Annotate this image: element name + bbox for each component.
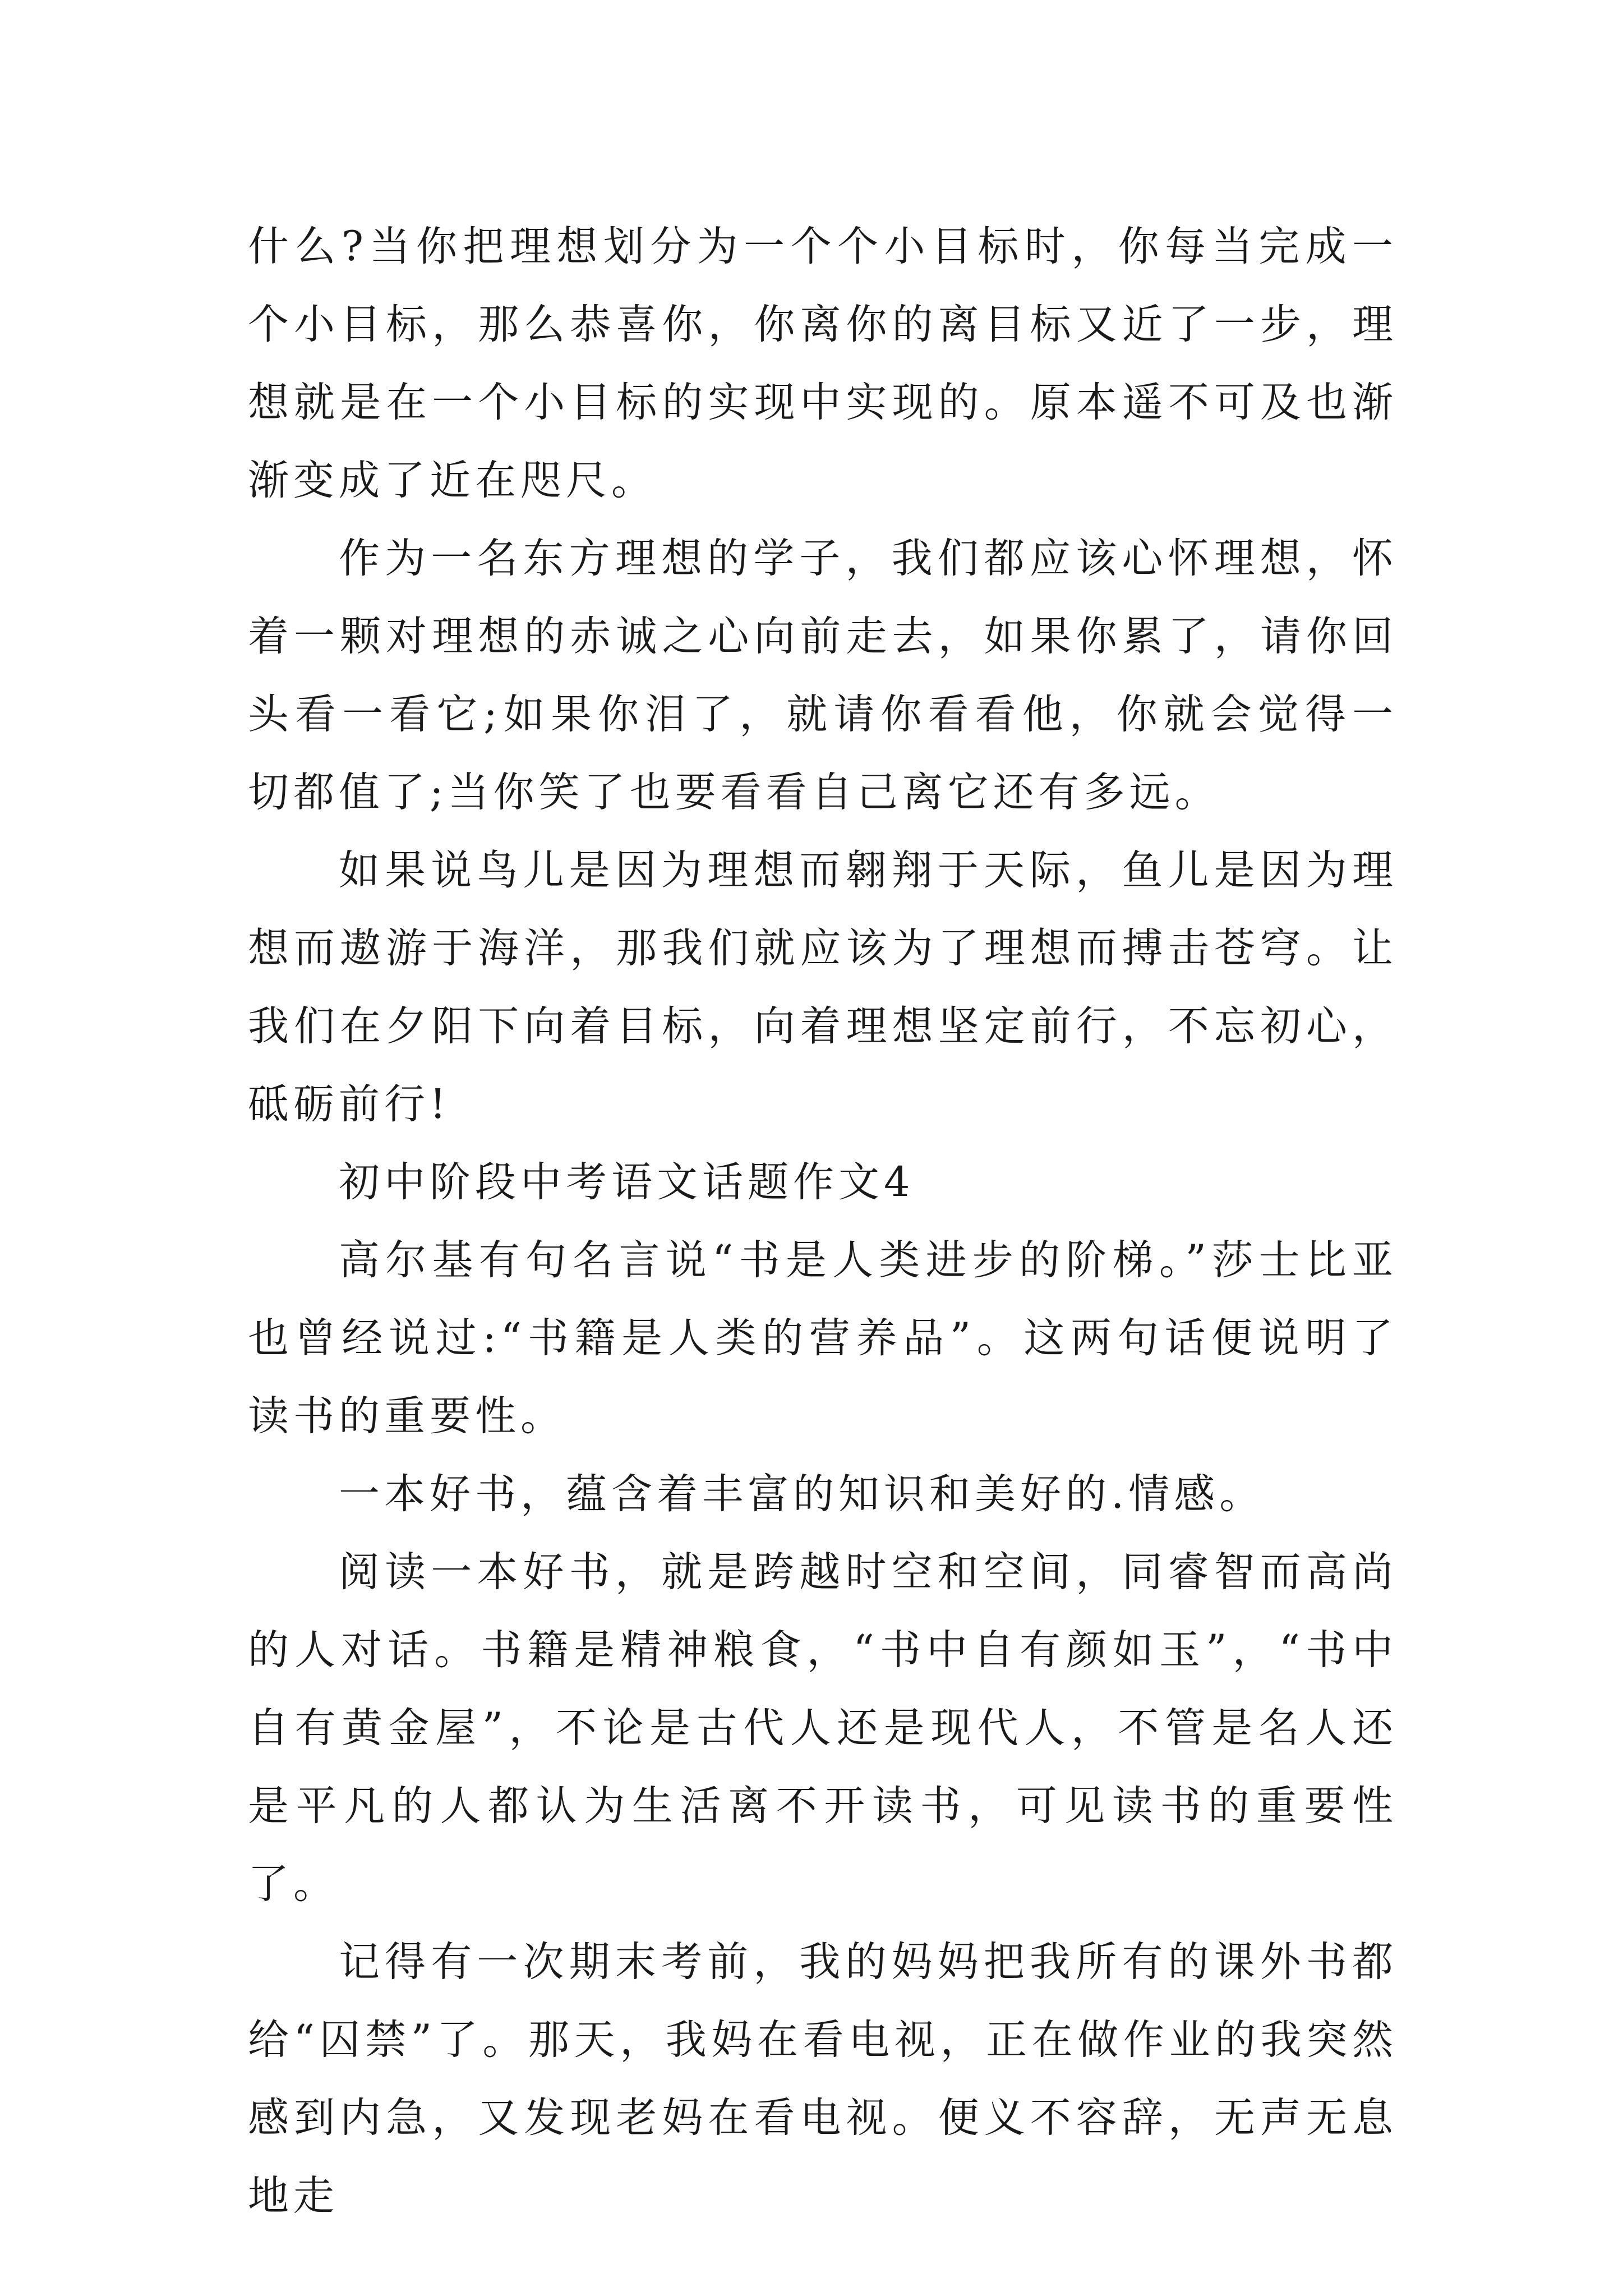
paragraph: 作为一名东方理想的学子，我们都应该心怀理想，怀着一颗对理想的赤诚之心向前走去，如果你累了，请你回头看一看它;如果你泪了，就请你看看他，你就会觉得一切都值了;当你笑了也要看看自己离它还有多远。 — [248, 535, 1398, 816]
paragraph: 一本好书，蕴含着丰富的知识和美好的.情感。 — [339, 1470, 1265, 1518]
paragraph: 记得有一次期末考前，我的妈妈把我所有的课外书都给“囚禁”了。那天，我妈在看电视，正在做作业的我突然感到内急，又发现老妈在看电视。便义不容辞，无声无息地走 — [248, 1938, 1398, 2220]
paragraph: 如果说鸟儿是因为理想而翱翔于天际，鱼儿是因为理想而遨游于海洋，那我们就应该为了理想而搏击苍穹。让我们在夕阳下向着目标，向着理想坚定前行，不忘初心，砥砺前行! — [248, 846, 1398, 1128]
paragraph: 阅读一本好书，就是跨越时空和空间，同睿智而高尚的人对话。书籍是精神粮食，“书中自有颜如玉”，“书中自有黄金屋”，不论是古代人还是现代人，不管是名人还是平凡的人都认为生活离不开读书，可见读书的重要性了。 — [248, 1548, 1398, 1908]
document-body — [248, 208, 1398, 2235]
paragraph: 什么?当你把理想划分为一个个小目标时，你每当完成一个小目标，那么恭喜你，你离你的离目标又近了一步，理想就是在一个小目标的实现中实现的。原本遥不可及也渐渐变成了近在咫尺。 — [248, 223, 1398, 504]
section-heading: 初中阶段中考语文话题作文4 — [339, 1158, 915, 1206]
paragraph: 高尔基有句名言说“书是人类进步的阶梯。”莎士比亚也曾经说过:“书籍是人类的营养品”。这两句话便说明了读书的重要性。 — [248, 1236, 1398, 1440]
